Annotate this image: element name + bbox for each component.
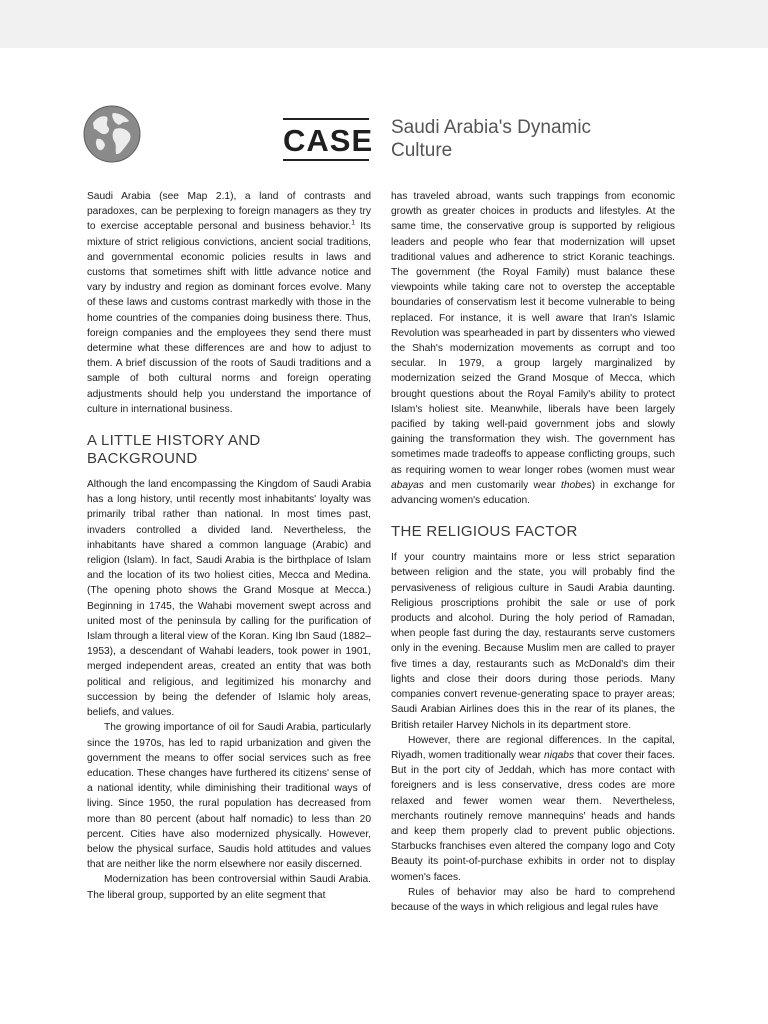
heading-history: A LITTLE HISTORY AND BACKGROUND <box>87 432 261 468</box>
religion-paragraph-3: Rules of behavior may also be hard to comprehend because of the ways in which religious and legal rules have <box>391 886 675 913</box>
religion-paragraph-2: However, there are regional differences. In the capital, Riyadh, women traditionally wear niqabs that cover their faces. But in the port city of Jeddah, which has more contact with foreigners and is less conservative, dress codes are more relaxed and fewer women wear them. Nevertheless, merchants routinely remove mannequins' heads and hands and keep them properly clad to prevent public objections. Starbucks franchises even altered the company logo and Coty Beauty its point-of-purchase exhibits in order not to display women's faces. <box>391 734 675 883</box>
case-title-line1: Saudi Arabia's Dynamic <box>391 117 592 138</box>
case-title <box>391 116 691 162</box>
heading-religion: THE RELIGIOUS FACTOR <box>391 523 578 541</box>
history-paragraph-1: Although the land encompassing the Kingdom of Saudi Arabia has a long history, until recently most inhabitants' loyalty was primarily tribal rather than national. In most times past, invaders controlled a divided land. Nevertheless, the inhabitants have shared a common language (Arabic) and religion (Islam). In fact, Saudi Arabia is the birthplace of Islam and the location of its two holiest cities, Mecca and Medina. (The opening photo shows the Grand Mosque at Mecca.) Beginning in 1745, the Wahabi movement swept across and united most of the peninsula by calling for the purification of Islam through a literal view of the Koran. King Ibn Saud (1882–1953), a descendant of Wahabi leaders, took power in 1901, merged independent areas, created an entity that was both political and religious, and legitimized his monarchy and succession by being the defender of Islamic holy areas, beliefs, and values. <box>87 479 371 719</box>
right-column <box>391 189 675 915</box>
left-column <box>87 189 371 903</box>
continued-paragraph: has traveled abroad, wants such trappings from economic growth as greater choices in products and lifestyles. At the same time, the conservative group is supported by religious leaders and people who fear that modernization will upset traditional values and adherence to strict Koranic teachings. The government (the Royal Family) must balance these viewpoints while taking care not to overstep the acceptable boundaries of conservatism lest it become vulnerable to being replaced. For instance, it is well aware that Iran's Islamic Revolution was spearheaded in part by dissenters who viewed the Shah's modernization movements as corrupt and too secular. In 1979, a group largely marginalized by modernization seized the Grand Mosque of Mecca, which brought questions about the Royal Family's ability to protect Islam's holiest site. Meanwhile, liberals have been largely pacified by taking well-paid government jobs and slowly gaining the transformation they wish. The government has sometimes made tradeoffs to appease conflicting groups, such as requiring women to wear longer robes (women must wear abayas and men customarily wear thobes) in exchange for advancing women's education. <box>391 191 675 507</box>
history-paragraph-2: The growing importance of oil for Saudi Arabia, particularly since the 1970s, has led to rapid urbanization and given the government the means to offer social services such as free education. These changes have furthered its citizens' sense of a national identity, while diminishing their traditional ways of living. Since 1950, the rural population has decreased from more than 80 percent (about half nomadic) to less than 20 percent. Cities have also modernized physically. However, below the physical surface, Saudis hold attitudes and values that are neither like the norm elsewhere nor easily discerned. <box>87 722 371 871</box>
religion-paragraph-1: If your country maintains more or less strict separation between religion and the state, you will probably find the pervasiveness of religious culture in Saudi Arabia daunting. Religious proscriptions prohibit the sale or use of pork products and alcohol. During the holy period of Ramadan, when people fast during the day, restaurants serve customers only in the evening. Because Muslim men are called to prayer five times a day, restaurants such as McDonald's dim their lights and close their doors during those periods. Many companies convert revenue-generating space to prayer areas; Saudi Arabian Airlines does this in the rear of its planes, the British retailer Harvey Nichols in its department store. <box>391 552 675 731</box>
intro-paragraph: Saudi Arabia (see Map 2.1), a land of contrasts and paradoxes, can be perplexing to foreign managers as they try to exercise acceptable personal and business behavior.$^1$ Its mixture of strict religious convictions, ancient social traditions, and governmental economic policies results in laws and customs that sometimes shift with little advance notice and vary by industry and region as dominant forces evolve. Many of these laws and customs contrast markedly with those in the home countries of the companies doing business there. Thus, foreign companies and the employees they send there must determine what these differences are and how to adjust to them. A brief discussion of the roots of Saudi traditions and a sample of both cultural norms and foreign operating adjustments should help you understand the importance of culture in international business. <box>87 191 371 415</box>
globe-icon <box>83 105 141 163</box>
history-paragraph-3: Modernization has been controversial within Saudi Arabia. The liberal group, supported by an elite segment that <box>87 874 371 901</box>
footnote-ref: 1 <box>351 220 356 228</box>
case-label: CASE <box>283 123 374 158</box>
case-label-block <box>283 118 374 161</box>
case-title-line2: Culture <box>391 140 453 161</box>
